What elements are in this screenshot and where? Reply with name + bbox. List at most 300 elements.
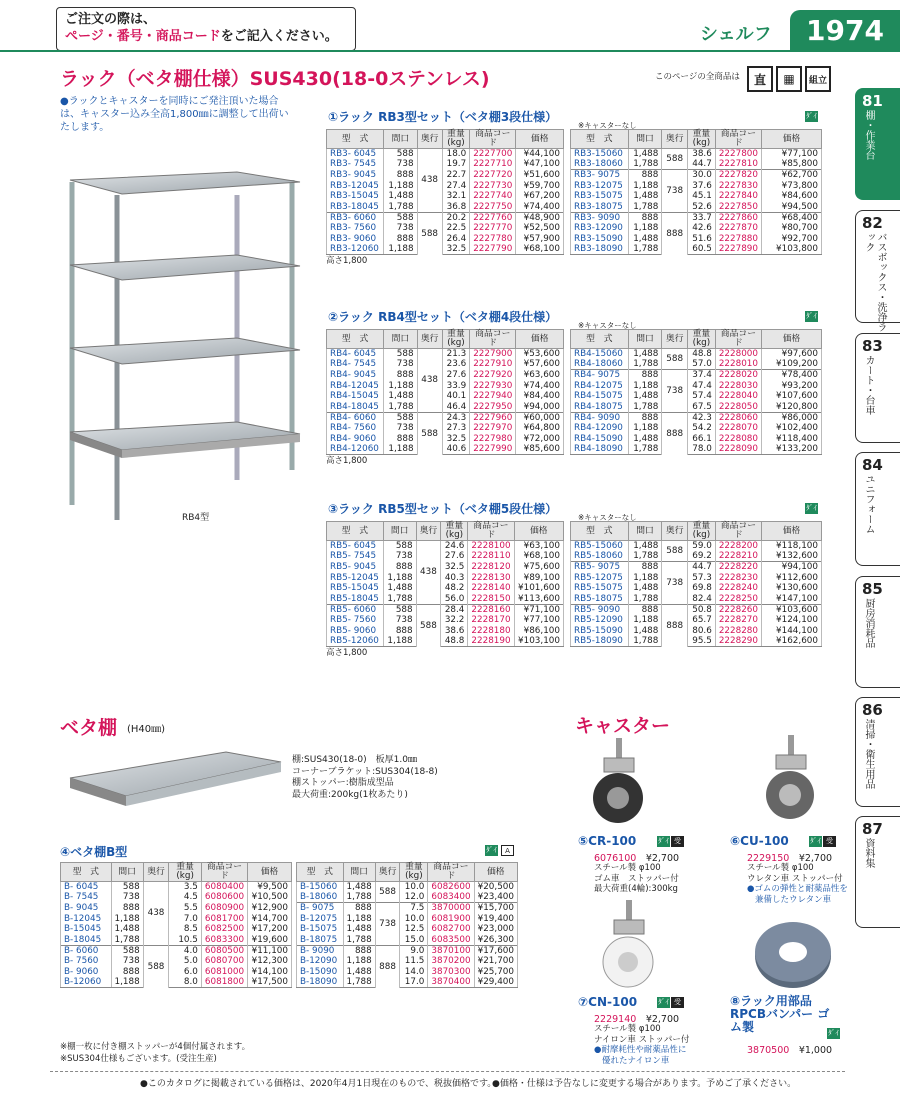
direct-ship-icon: 直: [747, 66, 773, 92]
product-code-cell: 2228260: [715, 604, 761, 615]
model-cell: RB5-15075: [571, 583, 629, 594]
width-cell: 888: [628, 562, 662, 573]
price-cell: ¥147,100: [762, 593, 822, 604]
column-header: 重量(kg): [442, 130, 469, 149]
tab-label: 資料集: [863, 838, 874, 868]
price-cell: ¥80,700: [762, 223, 822, 234]
price-cell: ¥29,400: [474, 977, 517, 988]
table-row: [327, 433, 564, 444]
weight-cell: 4.5: [169, 892, 202, 903]
table-row: [571, 583, 822, 594]
model-cell: RB4-15090: [571, 433, 629, 444]
price-cell: ¥12,900: [248, 903, 292, 914]
width-cell: 1,788: [384, 201, 417, 212]
price-cell: ¥48,900: [516, 212, 564, 223]
product-code-cell: 2227850: [715, 201, 761, 212]
column-header: 奥行: [662, 522, 688, 541]
table-row: [61, 934, 292, 945]
product-code-cell: 2227900: [470, 349, 516, 360]
table-row: [297, 956, 518, 967]
product-code-cell: 2227750: [470, 201, 516, 212]
width-cell: 738: [111, 892, 143, 903]
price-cell: ¥17,200: [248, 924, 292, 935]
product-code-cell: 3870100: [428, 945, 474, 956]
width-cell: 888: [111, 966, 143, 977]
price-cell: ¥93,200: [762, 380, 822, 391]
table-row: [327, 625, 564, 636]
width-cell: 1,188: [628, 223, 662, 234]
product-code-cell: 6080400: [201, 882, 247, 893]
model-cell: RB4-15045: [327, 391, 384, 402]
tab-83[interactable]: [855, 333, 900, 443]
weight-cell: 32.2: [441, 615, 468, 626]
tab-82[interactable]: [855, 210, 900, 332]
product-code-cell: 2227740: [470, 191, 516, 202]
product-code-cell: 2227890: [715, 244, 761, 255]
width-cell: 888: [384, 233, 417, 244]
model-cell: RB3-18075: [571, 201, 629, 212]
price-cell: ¥94,000: [516, 401, 564, 412]
model-cell: RB3-18060: [571, 159, 629, 170]
price-cell: ¥53,600: [516, 349, 564, 360]
width-cell: 888: [384, 370, 417, 381]
product-code-cell: 6080600: [201, 892, 247, 903]
product-code-cell: 2228170: [468, 615, 514, 626]
table-row: [327, 593, 564, 604]
model-cell: B- 9075: [297, 903, 344, 914]
table-row: [327, 391, 564, 402]
table-row: [327, 604, 564, 615]
section-title: ①ラック RB3型セット（ベタ棚3段仕様）: [328, 110, 558, 124]
product-code-cell: 6083400: [428, 892, 474, 903]
weight-cell: 44.7: [688, 159, 716, 170]
weight-cell: 80.6: [688, 625, 716, 636]
depth-cell: 588: [417, 212, 442, 254]
width-cell: 1,488: [628, 541, 662, 552]
width-cell: 1,188: [383, 636, 416, 647]
table-row: [571, 636, 822, 647]
width-cell: 1,788: [628, 636, 662, 647]
tab-81[interactable]: [855, 88, 900, 200]
column-header: 重量(kg): [442, 330, 469, 349]
rack-caption: RB4型: [182, 513, 210, 523]
price-cell: ¥102,400: [762, 423, 822, 434]
product-code-cell: 2228010: [715, 359, 761, 370]
beta-section-title: ④ベタ棚B型: [60, 845, 128, 859]
weight-cell: 65.7: [688, 615, 716, 626]
caster-cu-name: ⑥CU-100: [730, 834, 789, 848]
price-cell: ¥26,300: [474, 934, 517, 945]
depth-cell: 438: [416, 541, 441, 605]
depth-cell: 738: [662, 170, 688, 212]
column-header: 間口: [384, 130, 417, 149]
column-header: 間口: [628, 522, 662, 541]
table-row: [61, 882, 292, 893]
weight-cell: 45.1: [688, 191, 716, 202]
product-code-cell: 6082700: [428, 924, 474, 935]
weight-cell: 14.0: [400, 966, 428, 977]
table-row: [327, 212, 564, 223]
product-code-cell: 2228060: [715, 412, 761, 423]
product-code-cell: 2227990: [470, 444, 516, 455]
price-cell: ¥60,000: [516, 412, 564, 423]
tab-number: 86: [862, 701, 883, 719]
tab-84[interactable]: [855, 452, 900, 566]
weight-cell: 42.3: [688, 412, 716, 423]
weight-cell: 59.0: [688, 541, 716, 552]
model-cell: RB5-18090: [571, 636, 629, 647]
bottom-note-left: ●このカタログに掲載されている価格は、2020年4月1日現在のもので、税抜価格です。: [140, 1079, 497, 1089]
table-row: [327, 180, 564, 191]
weight-cell: 24.6: [441, 541, 468, 552]
width-cell: 888: [343, 903, 375, 914]
product-code-cell: 2227930: [470, 380, 516, 391]
table-row: [327, 380, 564, 391]
direct-mark-icon: ﾀﾞｲ: [486, 846, 497, 854]
depth-cell: 438: [417, 149, 442, 213]
width-cell: 1,488: [384, 191, 417, 202]
model-cell: RB4- 9090: [571, 412, 629, 423]
tab-label: 厨房消耗品: [863, 598, 874, 648]
price-cell: ¥14,100: [248, 966, 292, 977]
width-cell: 888: [383, 562, 416, 573]
model-cell: B-15060: [297, 882, 344, 893]
column-header: 商品コード: [428, 863, 474, 882]
table-row: [327, 359, 564, 370]
price-cell: ¥84,400: [516, 391, 564, 402]
order-notice: [56, 7, 356, 51]
table-row: [571, 370, 822, 381]
direct-mark-icon: ﾀﾞｲ: [806, 112, 817, 120]
price-cell: ¥124,100: [762, 615, 822, 626]
price-cell: ¥85,800: [762, 159, 822, 170]
table-row: [571, 541, 822, 552]
model-cell: RB5-18075: [571, 593, 629, 604]
width-cell: 1,188: [628, 615, 662, 626]
product-code-cell: 2227790: [470, 244, 516, 255]
model-cell: RB4-15060: [571, 349, 629, 360]
column-header: 型 式: [297, 863, 344, 882]
price-table: [570, 129, 822, 255]
column-header: 型 式: [327, 522, 384, 541]
header-rule: [0, 50, 900, 52]
price-cell: ¥118,400: [762, 433, 822, 444]
product-code-cell: 6080900: [201, 903, 247, 914]
weight-cell: 10.0: [400, 913, 428, 924]
table-row: [571, 391, 822, 402]
model-cell: RB5- 6060: [327, 604, 384, 615]
weight-cell: 12.0: [400, 892, 428, 903]
weight-cell: 8.0: [169, 977, 202, 988]
product-code-cell: 6081800: [201, 977, 247, 988]
price-table: [570, 329, 822, 455]
price-cell: ¥57,900: [516, 233, 564, 244]
price-cell: ¥72,000: [516, 433, 564, 444]
depth-cell: 738: [662, 562, 688, 604]
table-row: [327, 615, 564, 626]
weight-cell: 24.3: [442, 412, 469, 423]
section-title: ②ラック RB4型セット（ベタ棚4段仕様）: [328, 310, 558, 324]
price-cell: ¥63,600: [516, 370, 564, 381]
tab-number: 85: [862, 580, 883, 598]
model-cell: RB5-12090: [571, 615, 629, 626]
page-title: ラック（ベタ棚仕様）SUS430(18-0ステンレス): [60, 68, 490, 90]
table-row: [571, 201, 822, 212]
product-code-cell: 2228250: [715, 593, 761, 604]
table-row: [571, 359, 822, 370]
table-row: [327, 583, 564, 594]
model-cell: RB4-18060: [571, 359, 629, 370]
model-cell: RB5- 6045: [327, 541, 384, 552]
price-cell: ¥130,600: [762, 583, 822, 594]
product-code-cell: 2228240: [715, 583, 761, 594]
weight-cell: 51.6: [688, 233, 716, 244]
service-icons: [747, 66, 831, 92]
column-header: 奥行: [143, 863, 169, 882]
width-cell: 888: [628, 170, 662, 181]
tab-label: バスボックス・洗浄ラック: [863, 232, 886, 332]
notice-rest: をご記入ください。: [220, 29, 338, 44]
column-header: 間口: [384, 330, 417, 349]
weight-cell: 12.5: [400, 924, 428, 935]
price-cell: ¥19,400: [474, 913, 517, 924]
product-code-cell: 2228110: [468, 551, 514, 562]
spec-line: 棚:SUS430(18-0) 板厚1.0㎜: [292, 755, 417, 765]
column-header: 重量(kg): [688, 330, 716, 349]
model-cell: B-18045: [61, 934, 112, 945]
price-cell: ¥23,400: [474, 892, 517, 903]
width-cell: 588: [111, 882, 143, 893]
table-row: [327, 223, 564, 234]
weight-cell: 40.3: [441, 572, 468, 583]
model-cell: RB5- 9045: [327, 562, 384, 573]
price-cell: ¥101,600: [514, 583, 563, 594]
price-table: [326, 329, 564, 455]
model-cell: RB3- 9075: [571, 170, 629, 181]
weight-cell: 7.5: [400, 903, 428, 914]
product-code-cell: 2228290: [715, 636, 761, 647]
width-cell: 888: [628, 604, 662, 615]
product-code-cell: 6083500: [428, 934, 474, 945]
table-row: [571, 170, 822, 181]
column-header: 型 式: [571, 522, 629, 541]
model-cell: RB4-12090: [571, 423, 629, 434]
price-cell: ¥11,100: [248, 945, 292, 956]
weight-cell: 21.3: [442, 349, 469, 360]
weight-cell: 57.0: [688, 359, 716, 370]
width-cell: 1,188: [111, 913, 143, 924]
column-header: 型 式: [61, 863, 112, 882]
model-cell: RB3- 7545: [327, 159, 384, 170]
column-header: 重量(kg): [688, 130, 716, 149]
product-code-cell: 2227920: [470, 370, 516, 381]
caster-cn-name: ⑦CN-100: [578, 995, 638, 1009]
weight-cell: 38.6: [441, 625, 468, 636]
weight-cell: 10.0: [400, 882, 428, 893]
price-cell: ¥12,300: [248, 956, 292, 967]
product-code-cell: 3870300: [428, 966, 474, 977]
width-cell: 1,488: [111, 924, 143, 935]
price-cell: ¥109,200: [762, 359, 822, 370]
bumper-code: 3870500 ¥1,000: [747, 1045, 833, 1056]
product-code-cell: 3870200: [428, 956, 474, 967]
table-row: [571, 604, 822, 615]
product-code-cell: 2228230: [715, 572, 761, 583]
table-row: [327, 170, 564, 181]
weight-cell: 47.4: [688, 380, 716, 391]
model-cell: RB3-12045: [327, 180, 384, 191]
table-row: [61, 924, 292, 935]
table-header-row: [571, 330, 822, 349]
column-header: 商品コード: [468, 522, 514, 541]
tab-86[interactable]: [855, 697, 900, 807]
model-cell: RB3-15045: [327, 191, 384, 202]
weight-cell: 54.2: [688, 423, 716, 434]
price-cell: ¥132,600: [762, 551, 822, 562]
product-code-cell: 2228190: [468, 636, 514, 647]
width-cell: 588: [384, 212, 417, 223]
product-code-cell: 2227840: [715, 191, 761, 202]
model-cell: RB4- 7560: [327, 423, 384, 434]
model-cell: RB4- 6060: [327, 412, 384, 423]
model-cell: B- 6060: [61, 945, 112, 956]
width-cell: 888: [628, 212, 662, 223]
product-code-cell: 2227870: [715, 223, 761, 234]
column-header: 重量(kg): [441, 522, 468, 541]
weight-cell: 44.7: [688, 562, 716, 573]
model-cell: RB5-18060: [571, 551, 629, 562]
direct-mark-icon: ﾀﾞｲ: [806, 504, 817, 512]
caster-cn-image: [600, 900, 660, 995]
order-mark-icon: 受: [823, 836, 836, 847]
column-header: 価格: [762, 330, 822, 349]
model-cell: RB5-18045: [327, 593, 384, 604]
width-cell: 1,788: [628, 201, 662, 212]
weight-cell: 20.2: [442, 212, 469, 223]
weight-cell: 32.1: [442, 191, 469, 202]
product-code-cell: 6082500: [201, 924, 247, 935]
table-row: [571, 233, 822, 244]
caster-cr-image: [590, 738, 650, 833]
product-code-cell: 2228040: [715, 391, 761, 402]
product-code-cell: 2227710: [470, 159, 516, 170]
model-cell: RB4-18045: [327, 401, 384, 412]
model-cell: RB5- 7560: [327, 615, 384, 626]
model-cell: B-12045: [61, 913, 112, 924]
table-row: [297, 945, 518, 956]
model-cell: RB3-12090: [571, 223, 629, 234]
price-cell: ¥74,400: [516, 201, 564, 212]
width-cell: 738: [111, 956, 143, 967]
tab-number: 83: [862, 337, 883, 355]
product-code-cell: 2227810: [715, 159, 761, 170]
width-cell: 588: [383, 541, 416, 552]
tab-87[interactable]: [855, 816, 900, 928]
product-code-cell: 2228150: [468, 593, 514, 604]
width-cell: 1,488: [628, 583, 662, 594]
product-code-cell: 6080700: [201, 956, 247, 967]
weight-cell: 30.0: [688, 170, 716, 181]
weight-cell: 33.9: [442, 380, 469, 391]
table-row: [327, 349, 564, 360]
width-cell: 888: [628, 370, 662, 381]
product-code-cell: 2227770: [470, 223, 516, 234]
width-cell: 1,188: [111, 977, 143, 988]
depth-cell: 588: [662, 149, 688, 170]
caster-cu-image: [760, 735, 820, 830]
width-cell: 1,188: [628, 180, 662, 191]
table-row: [327, 551, 564, 562]
order-mark-icon: 受: [671, 997, 684, 1008]
column-header: 商品コード: [201, 863, 247, 882]
width-cell: 1,788: [628, 401, 662, 412]
price-cell: ¥77,100: [514, 615, 563, 626]
price-table: [570, 521, 822, 647]
price-cell: ¥59,700: [516, 180, 564, 191]
weight-cell: 37.4: [688, 370, 716, 381]
weight-cell: 52.6: [688, 201, 716, 212]
spec-line: コーナーブラケット:SUS304(18-8): [292, 766, 438, 777]
table-header-row: [571, 522, 822, 541]
price: ¥2,700: [645, 853, 680, 864]
price-cell: ¥86,000: [762, 412, 822, 423]
table-row: [327, 444, 564, 455]
weight-cell: 48.8: [441, 636, 468, 647]
product-code-cell: 2227760: [470, 212, 516, 223]
model-cell: B- 7560: [61, 956, 112, 967]
model-cell: RB3- 6045: [327, 149, 384, 160]
weight-cell: 27.6: [442, 370, 469, 381]
code: 6076100: [594, 853, 637, 864]
weight-cell: 66.1: [688, 433, 716, 444]
caster-cr-name: ⑤CR-100: [578, 834, 637, 848]
table-header-row: [327, 330, 564, 349]
model-cell: RB3-18090: [571, 244, 629, 255]
width-cell: 1,488: [628, 191, 662, 202]
column-header: 重量(kg): [688, 522, 716, 541]
price-cell: ¥94,100: [762, 562, 822, 573]
depth-cell: 438: [143, 882, 169, 946]
model-cell: B-15075: [297, 924, 344, 935]
width-cell: 1,788: [383, 593, 416, 604]
price-table: [326, 521, 564, 647]
model-cell: RB3- 9060: [327, 233, 384, 244]
section-note: ※キャスターなし: [578, 321, 637, 330]
weight-cell: 46.4: [442, 401, 469, 412]
weight-cell: 27.6: [441, 551, 468, 562]
price-cell: ¥64,800: [516, 423, 564, 434]
table-row: [297, 892, 518, 903]
table-row: [327, 541, 564, 552]
page-note: このページの全商品は: [655, 72, 740, 82]
column-header: 重量(kg): [400, 863, 428, 882]
caster-cn-code: 2229140 ¥2,700: [594, 1014, 680, 1025]
weight-cell: 42.6: [688, 223, 716, 234]
tab-85[interactable]: [855, 576, 900, 688]
width-cell: 1,488: [628, 233, 662, 244]
weight-cell: 6.0: [169, 966, 202, 977]
table-row: [297, 934, 518, 945]
width-cell: 1,188: [343, 956, 375, 967]
section-footer: 高さ1,800: [326, 648, 368, 658]
product-code-cell: 2228090: [715, 444, 761, 455]
product-code-cell: 2227700: [470, 149, 516, 160]
column-header: 型 式: [571, 330, 629, 349]
product-code-cell: 2228070: [715, 423, 761, 434]
product-code-cell: 2228160: [468, 604, 514, 615]
depth-cell: 438: [417, 349, 442, 413]
width-cell: 1,188: [384, 244, 417, 255]
